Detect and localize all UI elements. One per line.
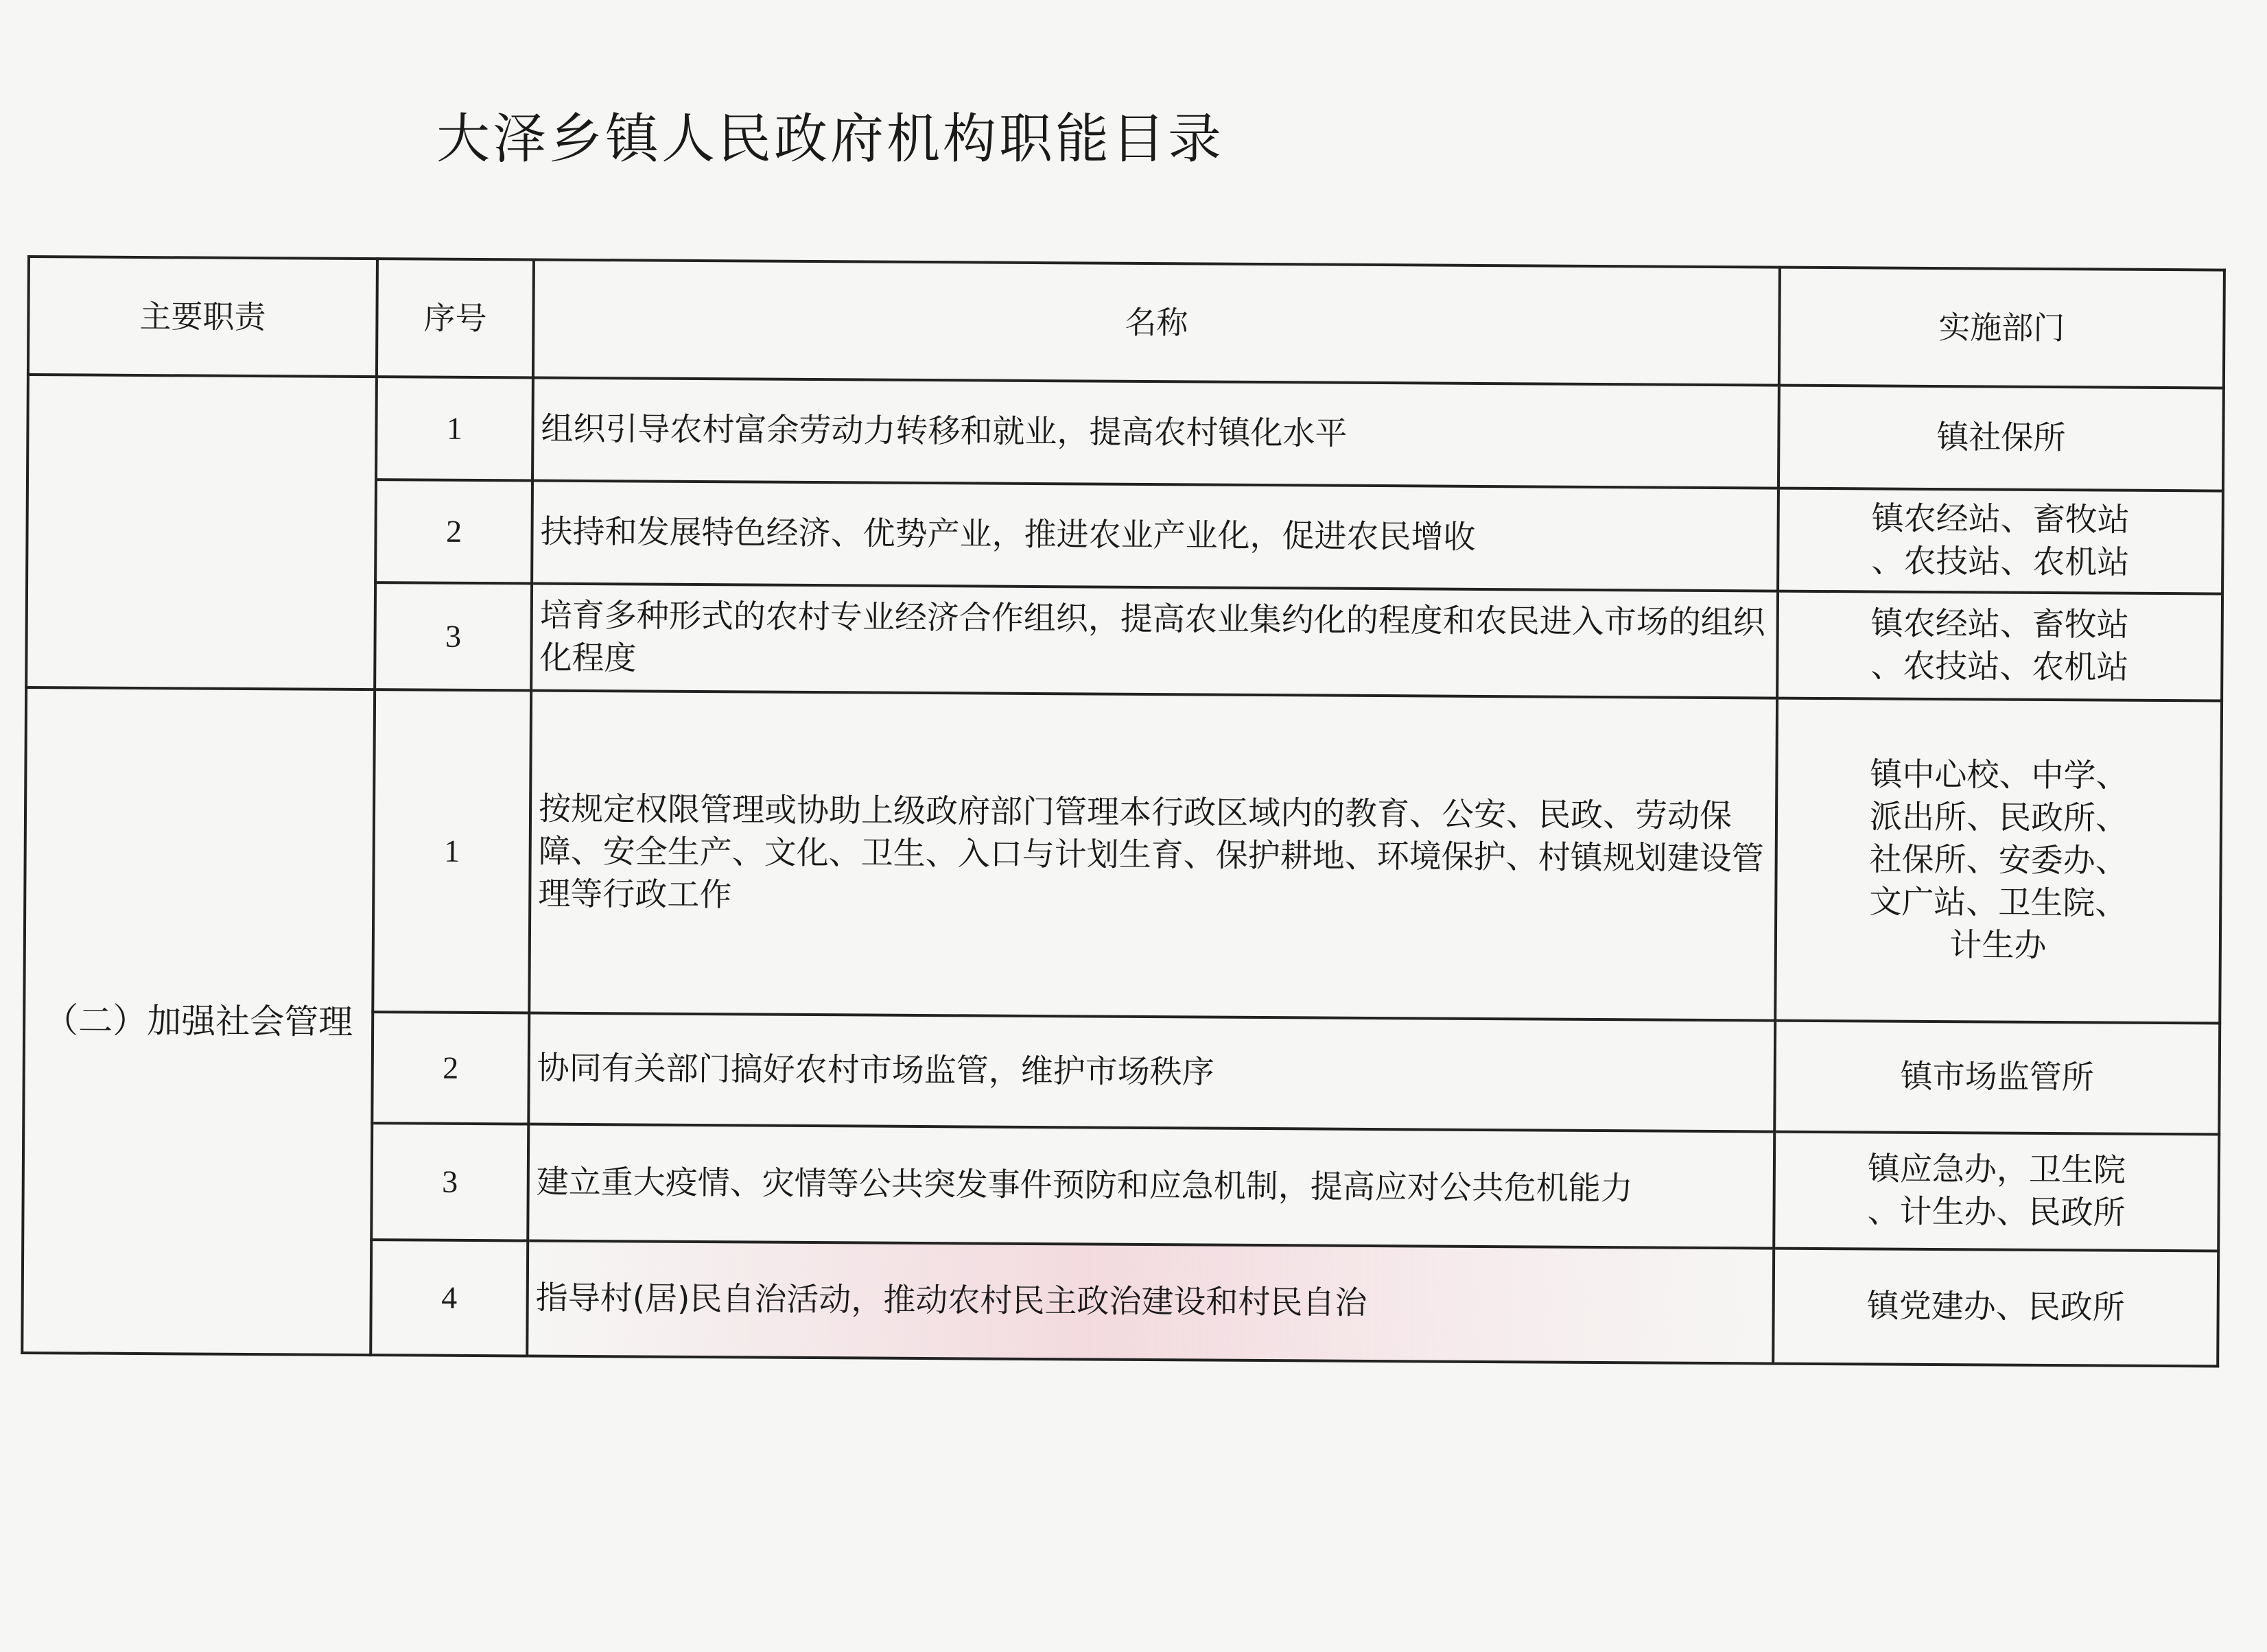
- table-row: [24, 687, 2222, 1024]
- header-dept: 实施部门: [1779, 268, 2224, 388]
- header-name: 名称: [533, 260, 1780, 386]
- header-seq: 序号: [377, 259, 534, 377]
- seq-cell: 1: [373, 689, 531, 1013]
- dept-line: 镇中心校、中学、: [1870, 755, 2128, 795]
- name-cell: 指导村(居)民自治活动，推动农村民主政治建设和村民自治: [527, 1240, 1774, 1363]
- dept-line: 、农技站、农机站: [1870, 647, 2129, 687]
- seq-cell: 3: [375, 582, 532, 690]
- dept-line: 镇应急办，卫生院: [1867, 1150, 2126, 1190]
- dept-line: 镇市场监管所: [1900, 1057, 2094, 1097]
- name-cell: 建立重大疫情、灾情等公共突发事件预防和应急机制，提高应对公共危机能力: [528, 1124, 1774, 1248]
- dept-line: 派出所、民政所、: [1869, 798, 2128, 838]
- seq-cell: 4: [371, 1240, 528, 1356]
- page-title: 大泽乡镇人民政府机构职能目录: [436, 108, 1224, 170]
- seq-cell: 3: [371, 1123, 528, 1240]
- dept-line: 文广站、卫生院、: [1869, 883, 2128, 923]
- table-header-row: [28, 257, 2224, 388]
- function-table: [21, 255, 2226, 1368]
- dept-cell: [1774, 1132, 2219, 1251]
- function-table-wrapper: [21, 255, 2223, 1368]
- dept-line: 镇社保所: [1936, 418, 2066, 458]
- table-row: [27, 375, 2224, 491]
- dept-cell: [1774, 1021, 2220, 1135]
- dept-line: 镇农经站、畜牧站: [1870, 604, 2129, 644]
- dept-cell: [1777, 591, 2222, 701]
- name-cell: 培育多种形式的农村专业经济合作组织，提高农业集约化的程度和农民进入市场的组织化程度: [531, 583, 1778, 698]
- name-cell: 扶持和发展特色经济、优势产业，推进农业产业化，促进农民增收: [532, 481, 1778, 591]
- seq-cell: 2: [372, 1012, 529, 1124]
- dept-cell: [1775, 698, 2222, 1024]
- duty-cell: （二）加强社会管理: [22, 687, 375, 1355]
- dept-line: 、计生办、民政所: [1867, 1192, 2126, 1232]
- header-duty: 主要职责: [28, 257, 377, 377]
- dept-line: 计生办: [1949, 926, 2047, 965]
- dept-line: 镇农经站、畜牧站: [1871, 499, 2130, 539]
- dept-cell: [1773, 1249, 2218, 1367]
- seq-cell: 1: [376, 377, 533, 480]
- duty-cell: [26, 375, 377, 689]
- dept-line: 镇党建办、民政所: [1866, 1287, 2125, 1327]
- dept-cell: [1778, 488, 2223, 594]
- name-cell: 协同有关部门搞好农村市场监管，维护市场秩序: [528, 1013, 1775, 1131]
- seq-cell: 2: [375, 480, 532, 583]
- dept-cell: [1778, 386, 2224, 491]
- name-cell: 按规定权限管理或协助上级政府部门管理本行政区域内的教育、公安、民政、劳动保障、安全生产、文化、卫生、入口与计划生育、保护耕地、环境保护、村镇规划建设管理等行政工作: [529, 690, 1777, 1020]
- dept-line: 、农技站、农机站: [1871, 542, 2130, 582]
- dept-line: 社保所、安委办、: [1869, 840, 2128, 880]
- name-cell: 组织引导农村富余劳动力转移和就业，提高农村镇化水平: [532, 378, 1779, 488]
